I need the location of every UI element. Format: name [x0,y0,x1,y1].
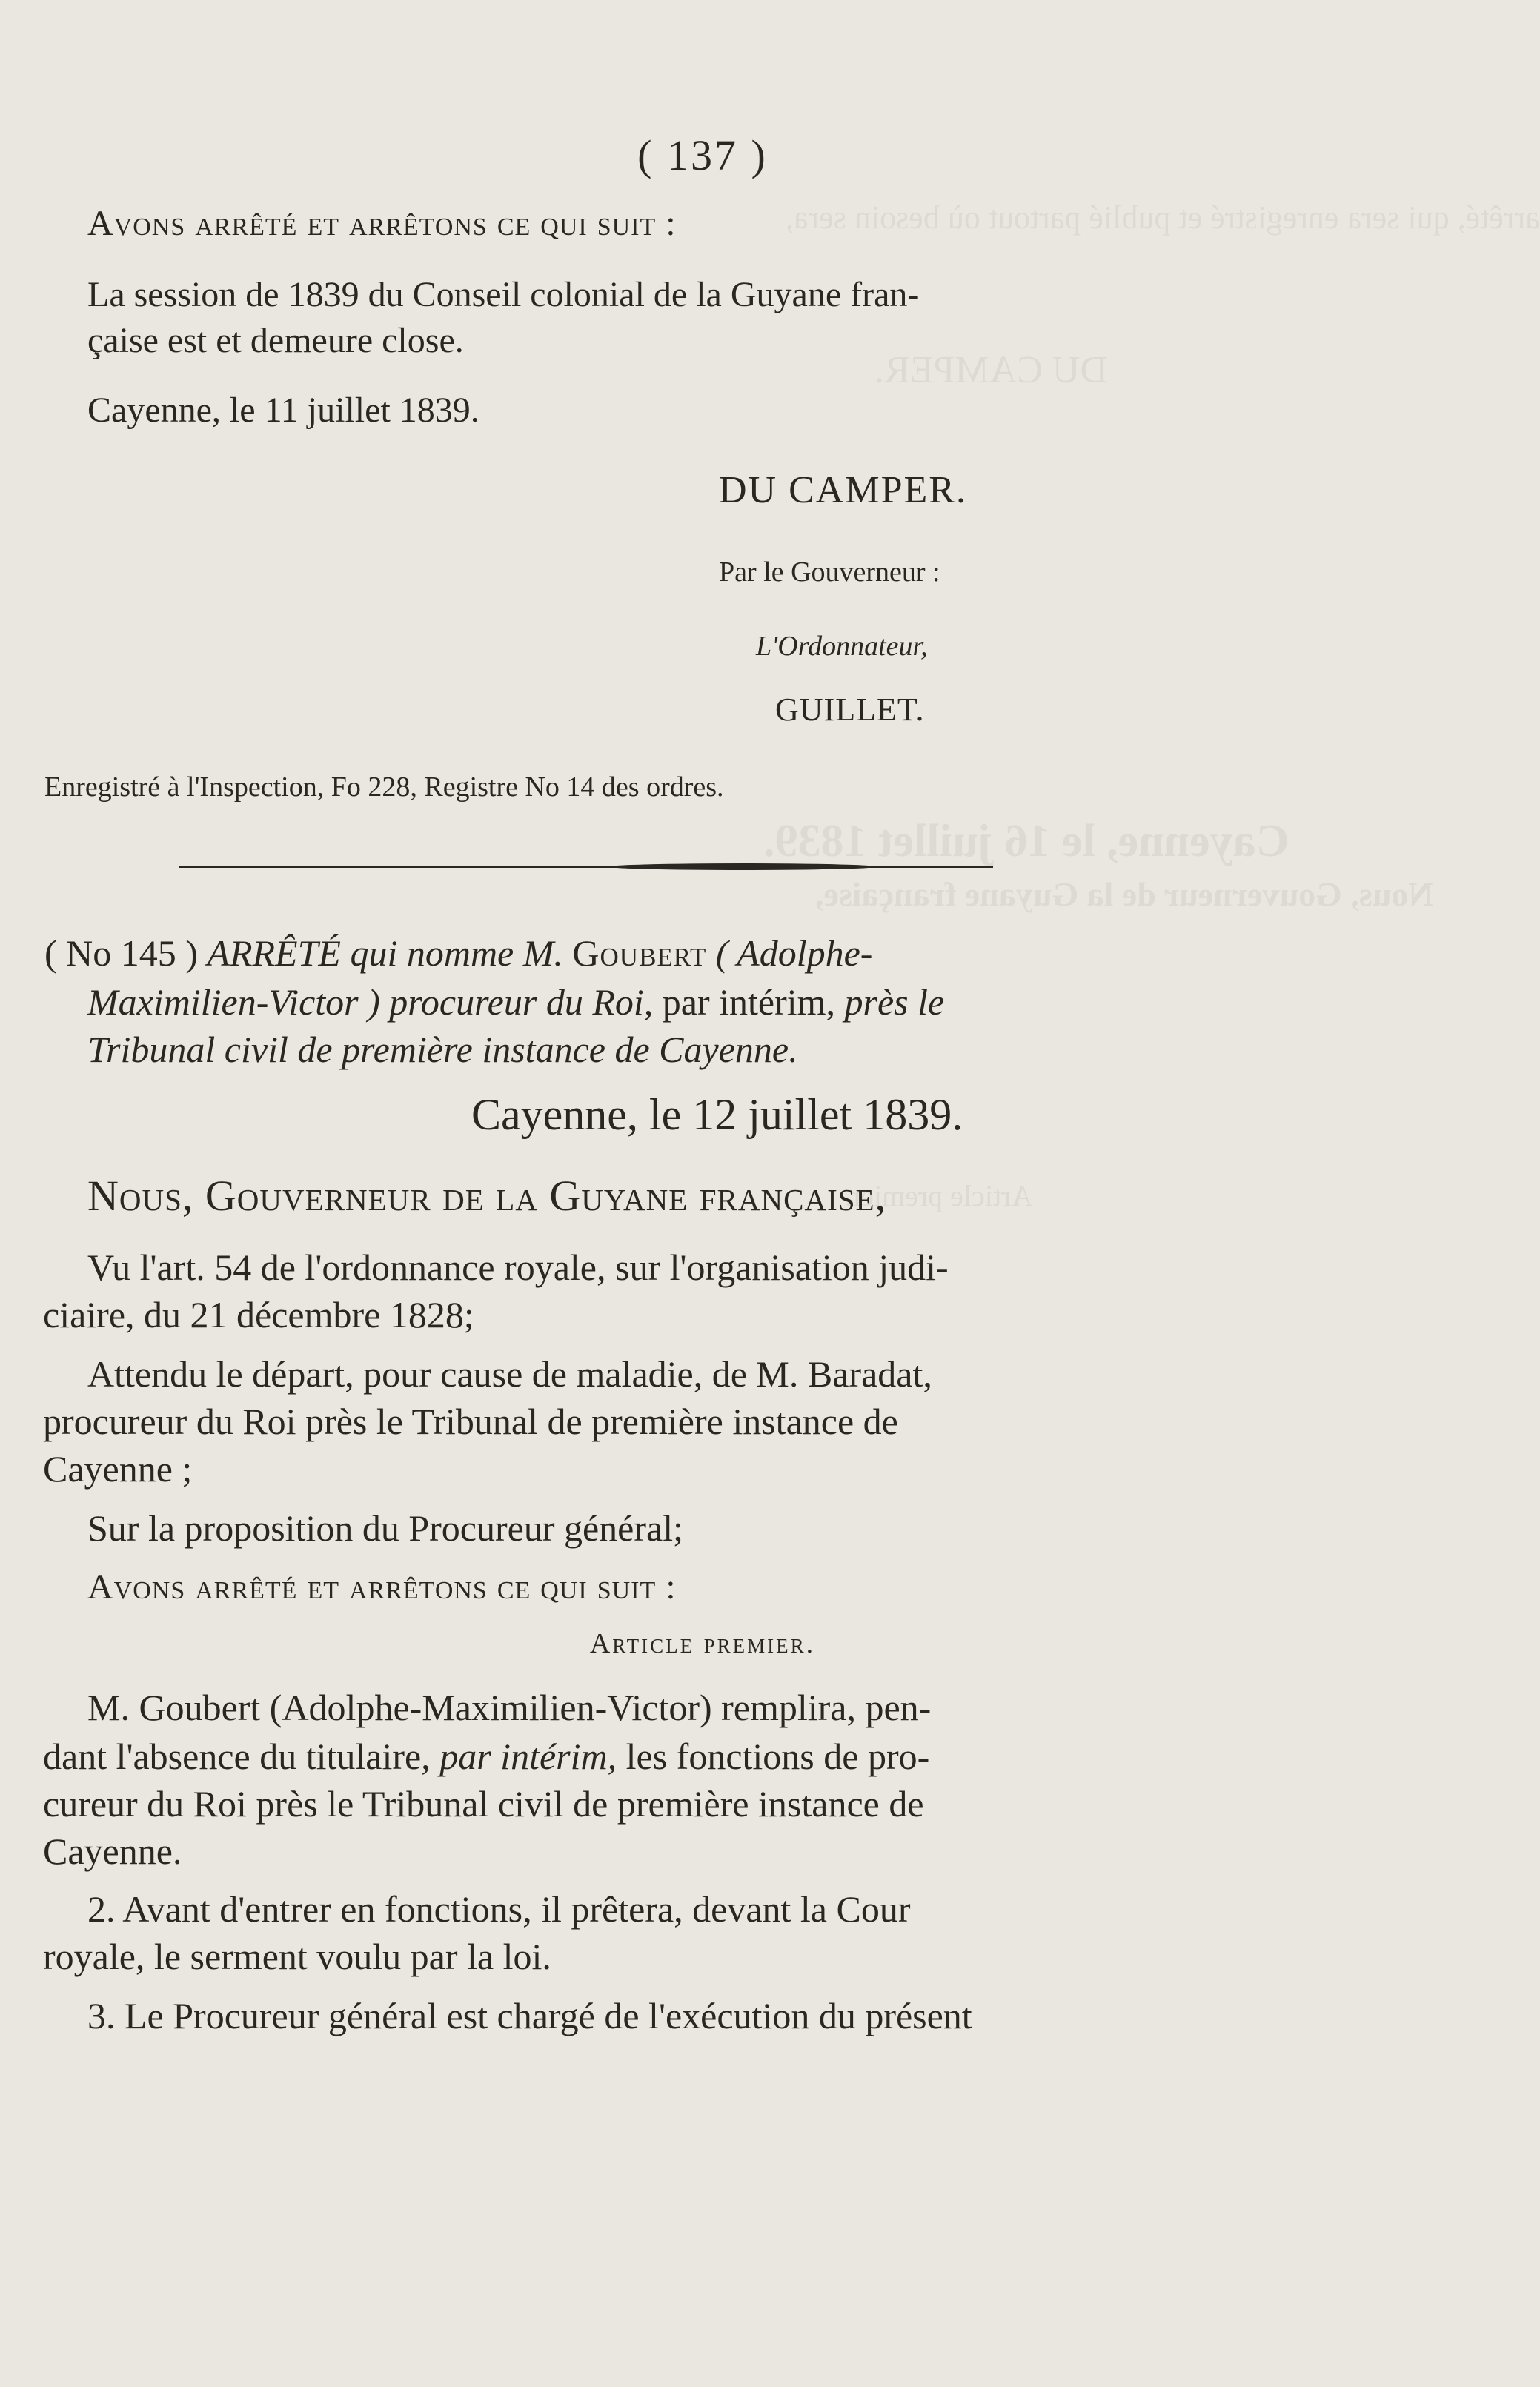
heading-text: Maximilien-Victor ) procureur du Roi, [87,981,654,1023]
section-divider-thick [609,863,876,870]
nous-gouverneur-line [87,1174,886,1218]
heading-text: près le [844,981,945,1023]
heading-text: par intérim, [662,981,836,1023]
avons-arrete-line: Avons arrêté et arrêtons ce qui suit : [87,204,677,243]
date-line: Cayenne, le 11 juillet 1839. [87,391,479,430]
article-1-line: cureur du Roi près le Tribunal civil de première instance de [43,1783,924,1825]
bleed-through-text: Nous, Gouverneur de la Guyane française, [815,875,1433,913]
article-1-text: les fonctions de pro- [625,1736,930,1777]
par-le-gouverneur: Par le Gouverneur : [719,557,940,588]
heading-text: qui nomme M. [350,932,563,974]
article-2-line: royale, le serment voulu par la loi. [43,1936,551,1977]
heading-name: Goubert [572,932,707,974]
arrete-number: ( No 145 ) [44,932,198,974]
arrete-heading-line [87,980,944,1024]
article-1-italic: par intérim, [439,1736,617,1777]
signature-guillet: GUILLET. [775,691,925,728]
sur-proposition-line: Sur la proposition du Procureur général; [87,1507,683,1549]
article-3-line: 3. Le Procureur général est chargé de l'exécution du présent [87,1995,972,2036]
session-text-line: çaise est et demeure close. [87,321,464,360]
section-divider [179,866,993,868]
attendu-line [87,1352,932,1396]
bleed-through-text: DU CAMPER. [874,349,1108,391]
attendu-line: Cayenne ; [43,1448,193,1490]
vu-line: Vu l'art. 54 de l'ordonnance royale, sur l'organisation judi- [87,1246,949,1288]
article-1-text: dant l'absence du titulaire, [43,1736,431,1777]
vu-line: ciaire, du 21 décembre 1828; [43,1294,474,1335]
arrete-title: ARRÊTÉ [207,932,341,974]
bleed-through-text: arrêté, qui sera enregistré et publié partout où besoin sera, [786,199,1540,236]
signature-du-camper: DU CAMPER. [719,469,967,511]
article-premier-heading: Article premier. [589,1628,816,1659]
heading-text: ( Adolphe- [715,932,873,974]
registre-line: Enregistré à l'Inspection, Fo 228, Registre No 14 des ordres. [44,771,724,803]
article-1-text: M. Goubert (Adolphe-Maximilien-Victor) remplira, pen- [87,1687,932,1728]
nous-gouverneur-text: Nous, Gouverneur de la Guyane française, [87,1172,887,1220]
article-1-line [87,1685,931,1730]
date-line: Cayenne, le 12 juillet 1839. [471,1090,963,1139]
session-text-line: La session de 1839 du Conseil colonial de la Guyane fran- [87,275,920,314]
avons-arrete-line: Avons arrêté et arrêtons ce qui suit : [87,1567,677,1607]
article-1-line [43,1734,929,1779]
article-2-line: 2. Avant d'entrer en fonctions, il prêtera, devant la Cour [87,1888,911,1930]
arrete-heading-line: Tribunal civil de première instance de Cayenne. [87,1029,798,1070]
bleed-through-text: Cayenne, le 16 juillet 1839. [763,816,1290,866]
attendu-line: procureur du Roi près le Tribunal de première instance de [43,1401,898,1442]
article-1-line: Cayenne. [43,1830,182,1872]
arrete-heading-line [44,931,872,975]
bleed-through-text: Article premier. [845,1179,1033,1212]
page-number: ( 137 ) [637,131,768,179]
attendu-text: Attendu le départ, pour cause de maladie, de M. Baradat, [87,1353,932,1395]
ordonnateur-label: L'Ordonnateur, [756,631,928,662]
